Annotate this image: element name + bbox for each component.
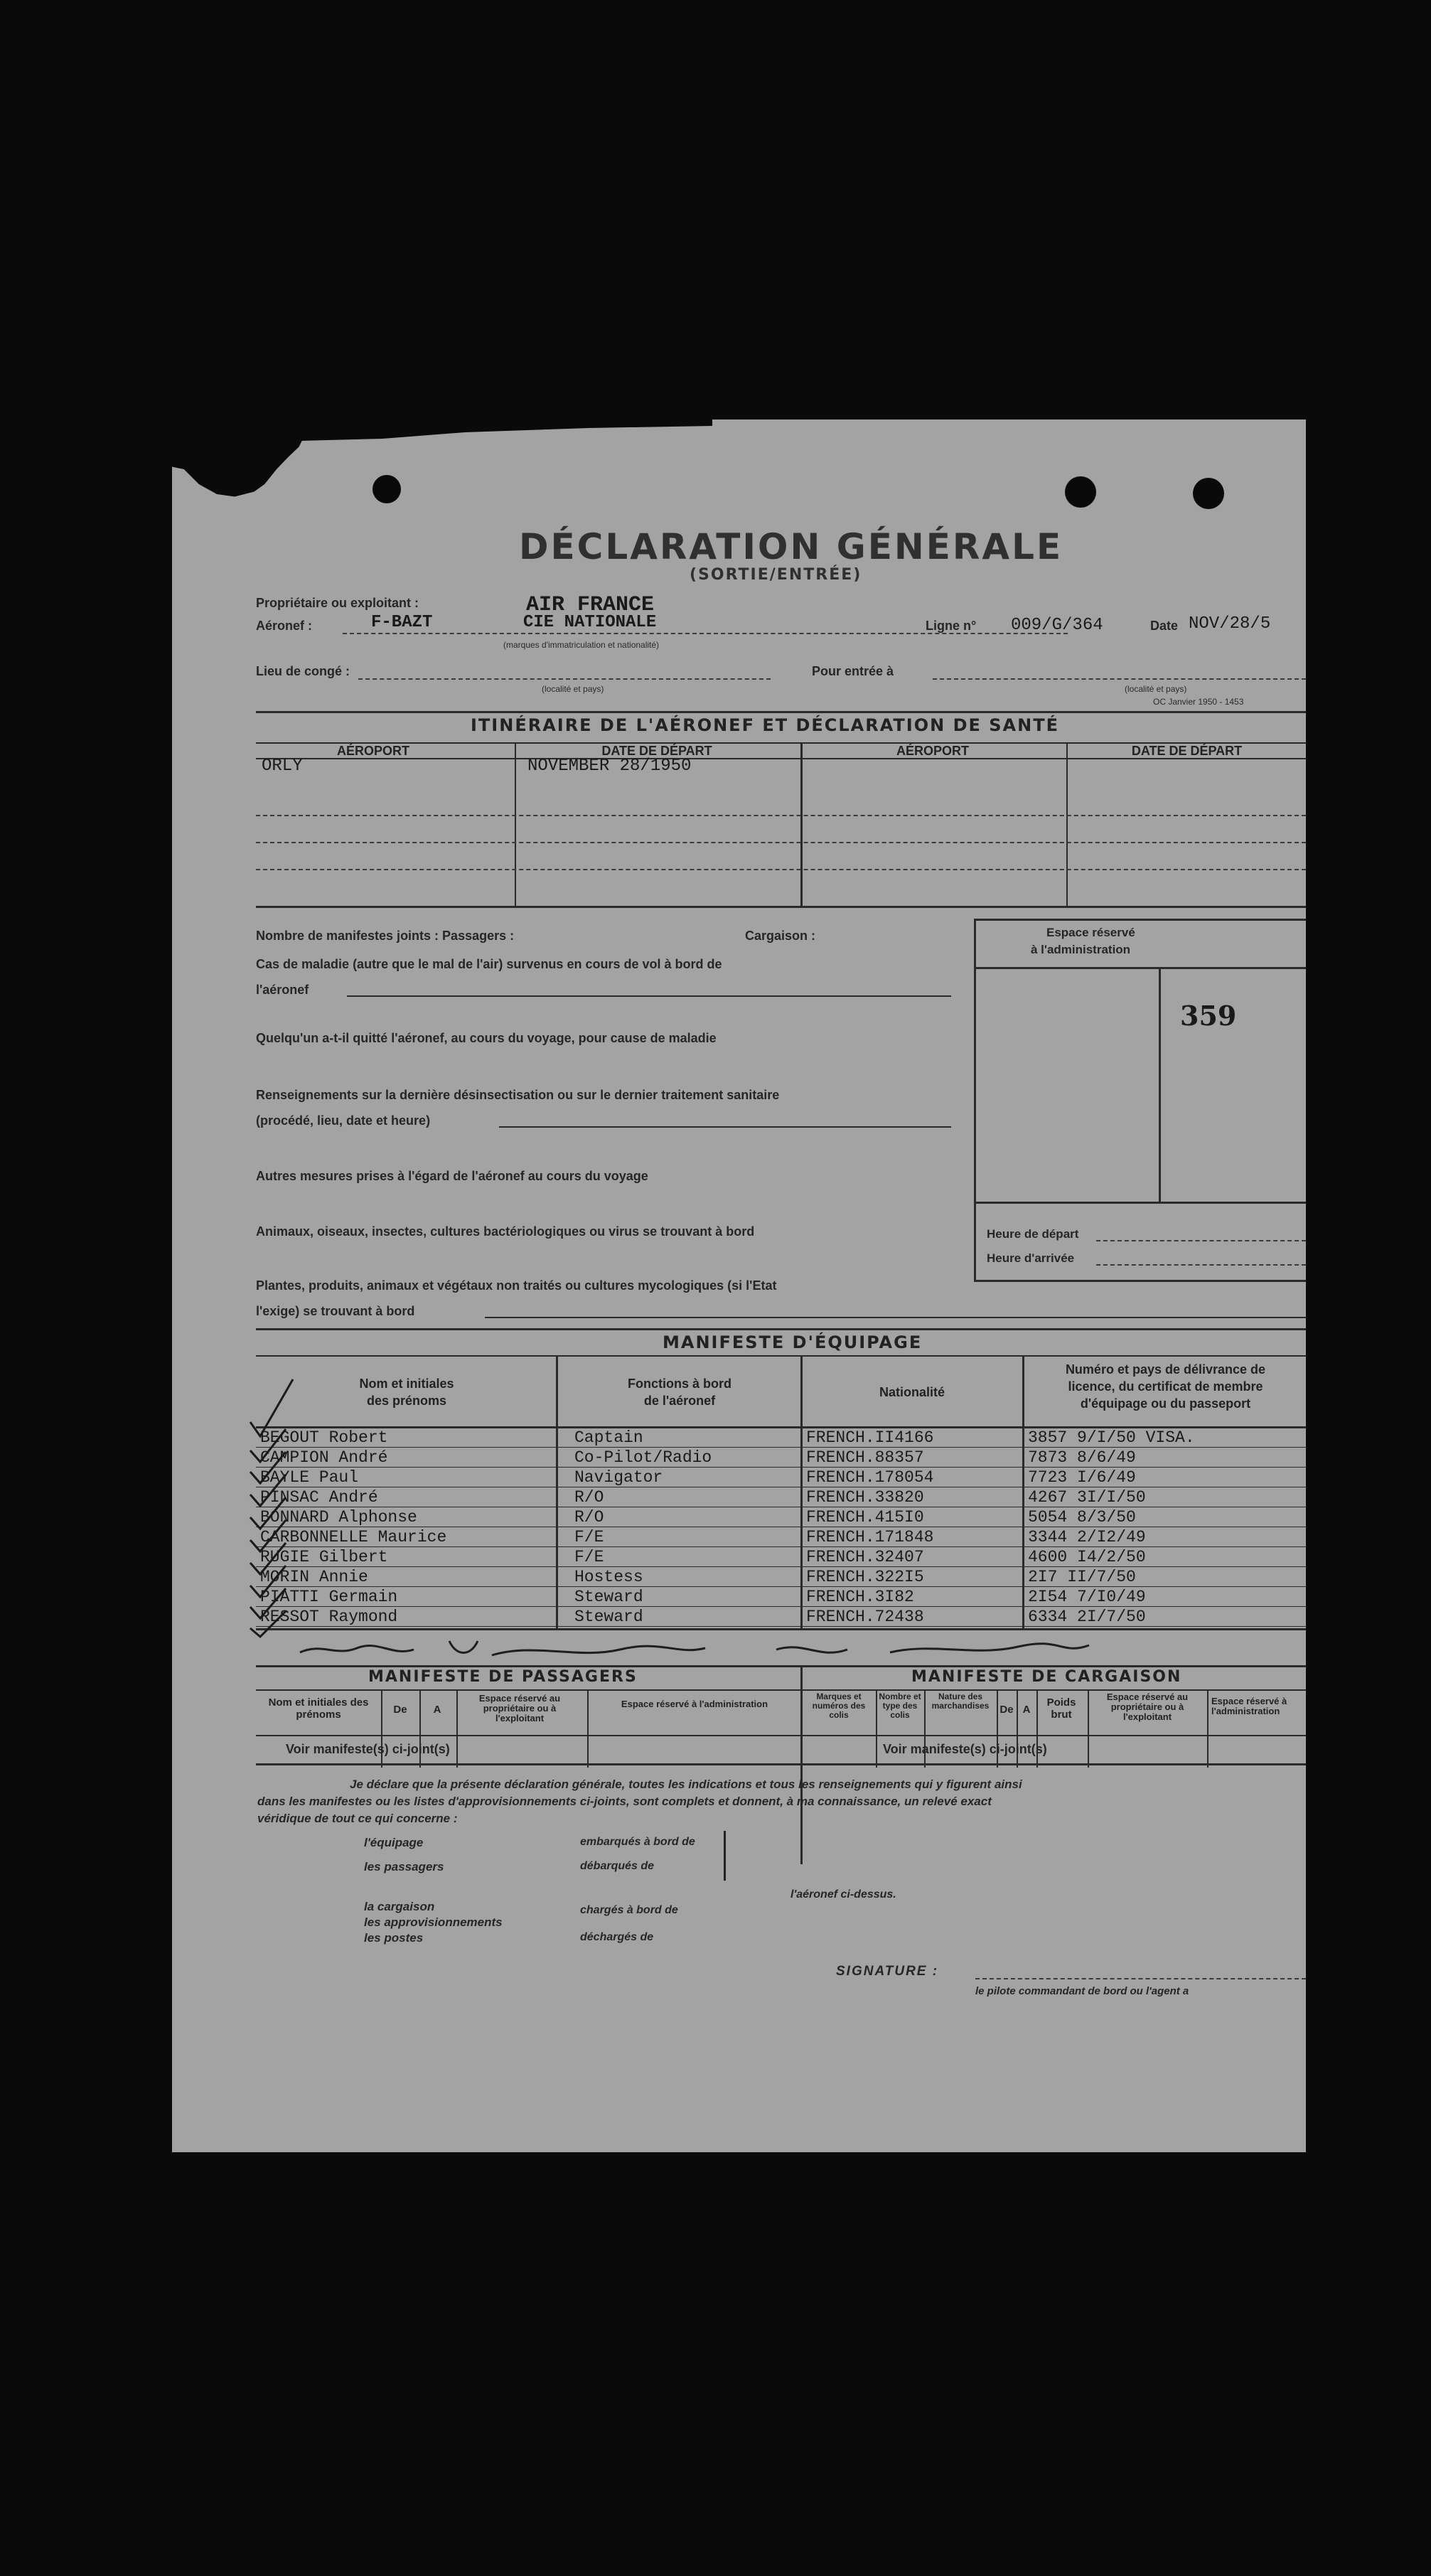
form-title: DÉCLARATION GÉNÉRALE (519, 526, 1063, 567)
marks-note: (marques d'immatriculation et nationalité) (503, 640, 660, 650)
crew-nationality: FRENCH.178054 (806, 1468, 934, 1487)
crew-nationality: FRENCH.415I0 (806, 1508, 924, 1527)
entry-note: (localité et pays) (1125, 684, 1187, 694)
pax-col-admin: Espace réservé à l'administration (621, 1699, 768, 1709)
crew-function: Captain (574, 1428, 643, 1447)
crew-function: R/O (574, 1488, 604, 1507)
decl-passengers: les passagers (364, 1860, 444, 1874)
admin-box-title-2: à l'administration (1031, 943, 1131, 956)
crew-name: PIATTI Germain (260, 1588, 398, 1606)
crew-license: 7873 8/6/49 (1028, 1448, 1136, 1467)
row-divider (256, 1586, 1306, 1587)
decl-unloaded: déchargés de (580, 1931, 654, 1943)
crew-license: 5054 8/3/50 (1028, 1508, 1136, 1527)
crew-license: 2I7 II/7/50 (1028, 1568, 1136, 1586)
crew-license: 4600 I4/2/50 (1028, 1548, 1146, 1566)
cargo-col-operator: Espace réservé au propriétaire ou à l'exploitant (1106, 1691, 1189, 1722)
decl-disembarked: débarqués de (580, 1860, 655, 1872)
pax-col-operator: Espace réservé au propriétaire ou à l'exploitant (478, 1693, 561, 1723)
crew-function: Co-Pilot/Radio (574, 1448, 712, 1467)
crew-col-nationality: Nationalité (879, 1385, 945, 1399)
crew-license: 3344 2/I2/49 (1028, 1528, 1146, 1546)
col-airport-2: AÉROPORT (896, 744, 969, 758)
decl-mail: les postes (364, 1931, 424, 1945)
crew-name: PINSAC André (260, 1488, 378, 1507)
crew-col-license-3: d'équipage ou du passeport (1080, 1396, 1251, 1411)
q-plants-1: Plantes, produits, animaux et végétaux non traités ou cultures mycologiques (si l'Etat (256, 1278, 777, 1293)
crew-nationality: FRENCH.88357 (806, 1448, 924, 1467)
cargo-col-weight: Poids brut (1046, 1696, 1076, 1721)
q-disinfection-1: Renseignements sur la dernière désinsectisation ou sur le dernier traitement sanitaire (256, 1088, 780, 1102)
departure-time-label: Heure de départ (987, 1227, 1079, 1241)
punch-hole (373, 475, 401, 503)
decl-loaded: chargés à bord de (580, 1904, 678, 1916)
crew-col-name-2: des prénoms (366, 1394, 447, 1408)
decl-embarked: embarqués à bord de (580, 1836, 695, 1848)
crew-function: Steward (574, 1588, 643, 1606)
cargo-col-admin: Espace réservé à l'administration (1211, 1696, 1287, 1716)
crew-name: CAMPION André (260, 1448, 388, 1467)
row-divider (256, 1566, 1306, 1567)
cargo-manifest-heading: MANIFESTE DE CARGAISON (911, 1668, 1182, 1686)
crew-name: MORIN Annie (260, 1568, 368, 1586)
declaration-line-1: Je déclare que la présente déclaration générale, toutes les indications et tous les renseignements qui y figurent ainsi (350, 1778, 1022, 1791)
declaration-line-3: véridique de tout ce qui concerne : (257, 1812, 458, 1825)
itinerary-date: NOVEMBER 28/1950 (527, 757, 692, 776)
company-value: CIE NATIONALE (523, 613, 657, 632)
crew-function: Steward (574, 1608, 643, 1626)
q-illness-2: l'aéronef (256, 983, 309, 997)
signature-note: le pilote commandant de bord ou l'agent a (975, 1985, 1189, 1997)
cargo-col-to: A (1022, 1704, 1031, 1716)
cargo-footer: Voir manifeste(s) ci-joint(s) (883, 1742, 1047, 1756)
decl-cargo: la cargaison (364, 1900, 435, 1913)
line-label: Ligne n° (926, 619, 977, 633)
row-divider (256, 1447, 1306, 1448)
owner-label: Propriétaire ou exploitant : (256, 596, 419, 610)
q-animals: Animaux, oiseaux, insectes, cultures bactériologiques ou virus se trouvant à bord (256, 1224, 755, 1239)
decl-crew: l'équipage (364, 1836, 424, 1849)
decl-aircraft: l'aéronef ci-dessus. (790, 1888, 896, 1901)
crew-function: F/E (574, 1548, 604, 1566)
crew-function: R/O (574, 1508, 604, 1527)
q-disinfection-2: (procédé, lieu, date et heure) (256, 1113, 431, 1128)
declaration-form (172, 419, 1306, 2152)
crew-nationality: FRENCH.33820 (806, 1488, 924, 1507)
passenger-manifest-heading: MANIFESTE DE PASSAGERS (368, 1668, 638, 1686)
owner-value: AIR FRANCE (526, 593, 655, 617)
torn-corner (172, 419, 321, 544)
leave-note: (localité et pays) (542, 684, 604, 694)
crew-name: BONNARD Alphonse (260, 1508, 417, 1527)
crew-license: 3857 9/I/50 VISA. (1028, 1428, 1195, 1447)
leave-label: Lieu de congé : (256, 664, 350, 678)
form-reference: OC Janvier 1950 - 1453 (1153, 697, 1244, 707)
crew-license: 6334 2I/7/50 (1028, 1608, 1146, 1626)
crew-name: CARBONNELLE Maurice (260, 1528, 447, 1546)
row-divider (256, 1467, 1306, 1468)
form-subtitle: (SORTIE/ENTRÉE) (690, 566, 862, 584)
admin-stamp-number: 359 (1180, 1000, 1237, 1032)
crew-nationality: FRENCH.322I5 (806, 1568, 924, 1586)
pax-col-from: De (393, 1704, 407, 1716)
line-value: 009/G/364 (1011, 616, 1103, 635)
decl-supplies: les approvisionnements (364, 1915, 503, 1929)
cargo-col-count: Nombre et type des colis (879, 1691, 921, 1720)
crew-function: F/E (574, 1528, 604, 1546)
crew-nationality: FRENCH.II4166 (806, 1428, 934, 1447)
crew-license: 4267 3I/I/50 (1028, 1488, 1146, 1507)
row-divider (256, 1546, 1306, 1547)
punch-hole (1193, 478, 1224, 509)
row-divider (256, 1626, 1306, 1627)
punch-hole (1065, 476, 1096, 508)
aircraft-value: F-BAZT (371, 613, 433, 632)
crew-nationality: FRENCH.3I82 (806, 1588, 914, 1606)
manifests-label: Nombre de manifestes joints : Passagers : (256, 929, 515, 943)
q-plants-2: l'exige) se trouvant à bord (256, 1304, 415, 1318)
row-divider (256, 1606, 1306, 1607)
crew-nationality: FRENCH.171848 (806, 1528, 934, 1546)
entry-label: Pour entrée à (812, 664, 894, 678)
cargo-col-from: De (999, 1704, 1014, 1716)
cargo-label: Cargaison : (745, 929, 816, 943)
crew-nationality: FRENCH.32407 (806, 1548, 924, 1566)
arrival-time-label: Heure d'arrivée (987, 1251, 1075, 1265)
crew-col-function-1: Fonctions à bord (628, 1377, 731, 1391)
crew-function: Hostess (574, 1568, 643, 1586)
checkmarks (243, 1372, 307, 1642)
q-left-sick: Quelqu'un a-t-il quitté l'aéronef, au cours du voyage, pour cause de maladie (256, 1031, 717, 1045)
torn-edge (300, 419, 712, 441)
crew-name: RUGIE Gilbert (260, 1548, 388, 1566)
date-label: Date (1150, 619, 1179, 633)
crew-license: 7723 I/6/49 (1028, 1468, 1136, 1487)
itinerary-heading: ITINÉRAIRE DE L'AÉRONEF ET DÉCLARATION DE SANTÉ (471, 715, 1059, 735)
crew-col-name-1: Nom et initiales (359, 1377, 454, 1391)
crew-function: Navigator (574, 1468, 663, 1487)
crew-name: RESSOT Raymond (260, 1608, 398, 1626)
col-departure-2: DATE DE DÉPART (1131, 744, 1243, 758)
declaration-line-2: dans les manifestes ou les listes d'approvisionnements ci-joints, sont complets et donnent, à ma connaissance, un relevé exact (257, 1795, 992, 1808)
aircraft-label: Aéronef : (256, 619, 313, 633)
col-departure: DATE DE DÉPART (601, 744, 712, 758)
date-value: NOV/28/5 (1189, 614, 1271, 634)
itinerary-airport: ORLY (262, 757, 303, 776)
admin-box-title-1: Espace réservé (1046, 926, 1135, 939)
pax-col-name: Nom et initiales des prénoms (268, 1696, 369, 1721)
crew-name: BEGOUT Robert (260, 1428, 388, 1447)
cargo-col-marks: Marques et numéros des colis (812, 1691, 866, 1720)
crew-license: 2I54 7/I0/49 (1028, 1588, 1146, 1606)
q-measures: Autres mesures prises à l'égard de l'aéronef au cours du voyage (256, 1169, 648, 1183)
crew-col-function-2: de l'aéronef (643, 1394, 716, 1408)
cargo-col-nature: Nature des marchandises (931, 1691, 990, 1711)
handwritten-scribble (279, 1628, 1167, 1668)
crew-col-license-2: licence, du certificat de membre (1068, 1379, 1263, 1394)
pax-col-to: A (433, 1704, 441, 1716)
crew-name: BAYLE Paul (260, 1468, 359, 1487)
crew-manifest-heading: MANIFESTE D'ÉQUIPAGE (663, 1332, 923, 1352)
q-illness-1: Cas de maladie (autre que le mal de l'air) survenus en cours de vol à bord de (256, 957, 722, 971)
crew-nationality: FRENCH.72438 (806, 1608, 924, 1626)
pax-footer: Voir manifeste(s) ci-joint(s) (286, 1742, 450, 1756)
crew-col-license-1: Numéro et pays de délivrance de (1065, 1362, 1266, 1377)
col-airport: AÉROPORT (336, 744, 409, 758)
signature-label: SIGNATURE : (836, 1964, 939, 1979)
